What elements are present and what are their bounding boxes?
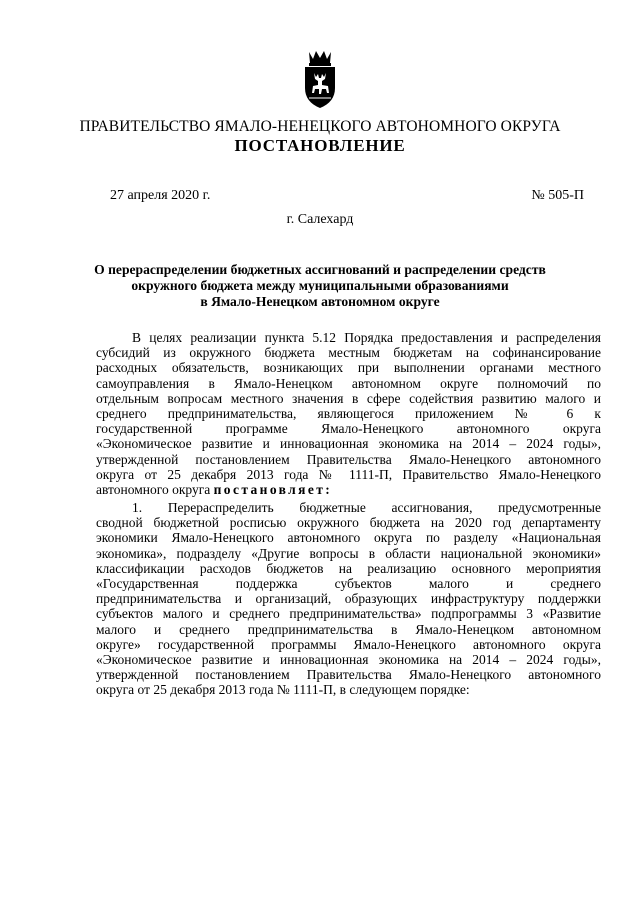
paragraph-line: сводной бюджетной росписью окружного бюджета на 2020 год департаменту: [96, 515, 601, 531]
document-number: № 505-П: [531, 188, 584, 203]
paragraph-line: расходных обязательств, возникающих при выполнении органами местного: [96, 360, 601, 376]
paragraph-line: субсидий из окружного бюджета местным бюджетам на софинансирование: [96, 345, 601, 361]
paragraph-line: утвержденной постановлением Правительства Ямало-Ненецкого автономного: [96, 451, 601, 467]
heading-line: в Ямало-Ненецком автономном округе: [200, 294, 440, 309]
paragraph-line: самоуправления в Ямало-Ненецком автономном округе полномочий по: [96, 375, 601, 391]
paragraph-line: экономика», подразделу «Другие вопросы в области национальной экономики»: [96, 545, 601, 561]
paragraph-line: округа от 25 декабря 2013 года № 1111-П, в следующем порядке:: [96, 682, 470, 698]
paragraph-line: предпринимательства и организаций, образующих инфраструктуру поддержки: [96, 591, 601, 607]
paragraph-line: В целях реализации пункта 5.12 Порядка предоставления и распределения: [132, 330, 601, 345]
document-place: г. Салехард: [286, 212, 354, 227]
coat-of-arms-emblem-icon: [295, 48, 345, 112]
government-name: ПРАВИТЕЛЬСТВО ЯМАЛО-НЕНЕЦКОГО АВТОНОМНОГО ОКРУГА: [79, 118, 561, 135]
paragraph-line: «Экономическое развитие и инновационная экономика на 2014 – 2024 годы»,: [96, 651, 601, 667]
paragraph-line: экономики Ямало-Ненецкого автономного округа по разделу «Национальная: [96, 530, 601, 546]
heading-line: О перераспределении бюджетных ассигнований и распределении средств: [94, 262, 546, 277]
paragraph-line: субъектов малого и среднего предпринимательства» подпрограммы 3 «Развитие: [96, 606, 601, 622]
paragraph-line: округа от 25 декабря 2013 года № 1111-П, Правительство Ямало-Ненецкого: [96, 466, 601, 482]
paragraph-line: утвержденной постановлением Правительства Ямало-Ненецкого автономного: [96, 667, 601, 683]
paragraph-line: среднего предпринимательства, являющегося приложением № 6 к: [96, 405, 601, 421]
preamble-paragraph: [96, 330, 601, 497]
resolution-prefix: автономного округа: [96, 481, 214, 497]
paragraph-line: «Государственная поддержка субъектов малого и среднего: [96, 575, 601, 591]
heading-line: окружного бюджета между муниципальными образованиями: [131, 278, 509, 293]
document-date: 27 апреля 2020 г.: [110, 188, 211, 203]
document-type: ПОСТАНОВЛЕНИЕ: [234, 136, 406, 155]
paragraph-line: [96, 482, 601, 497]
resolution-word: постановляет:: [213, 481, 333, 497]
item-1-paragraph: [96, 500, 601, 697]
paragraph-line: округе» государственной программы Ямало-Ненецкого автономного округа: [96, 636, 601, 652]
paragraph-line: малого и среднего предпринимательства в Ямало-Ненецком автономном: [96, 621, 601, 637]
paragraph-line: классификации расходов бюджетов на реализацию основного мероприятия: [96, 560, 601, 576]
paragraph-line: «Экономическое развитие и инновационная экономика на 2014 – 2024 годы»,: [96, 436, 601, 452]
document-heading: [0, 262, 640, 310]
paragraph-line: 1. Перераспределить бюджетные ассигнования, предусмотренные: [132, 500, 601, 515]
paragraph-line: отдельным вопросам местного значения в сфере содействия развитию малого и: [96, 390, 601, 406]
paragraph-line: государственной программе Ямало-Ненецкого автономного округа: [96, 421, 601, 437]
